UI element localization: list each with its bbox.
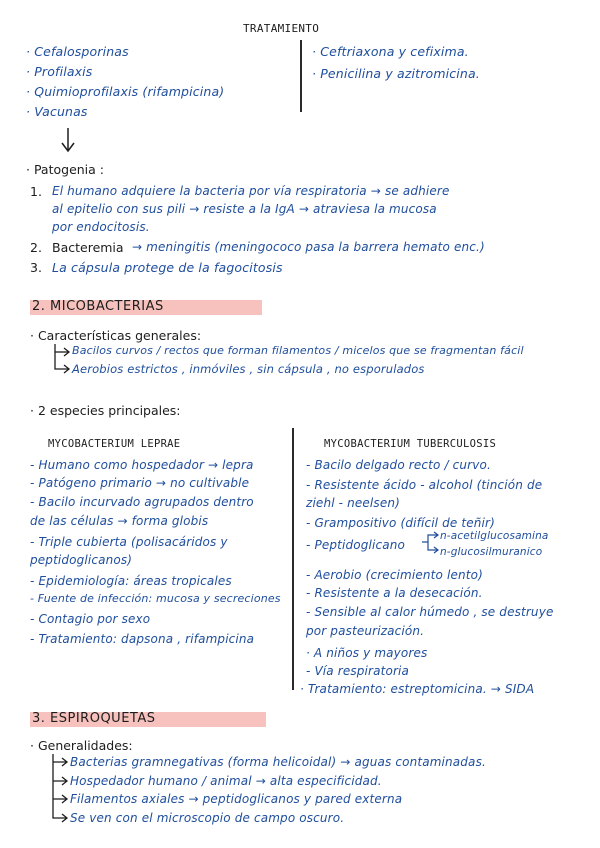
leprae-item: - Patógeno primario → no cultivable bbox=[30, 476, 250, 490]
tuberculosis-title: MYCOBACTERIUM TUBERCULOSIS bbox=[324, 438, 497, 450]
espiroquetas-item: Filamentos axiales → peptidoglicanos y pared externa bbox=[70, 792, 403, 806]
patogenia-text: al epitelio con sus pili → resiste a la IgA → atraviesa la mucosa bbox=[52, 202, 437, 216]
tuberculosis-item: - Sensible al calor húmedo , se destruye bbox=[306, 605, 554, 619]
espiroquetas-heading: · Generalidades: bbox=[30, 738, 133, 753]
tuberculosis-item: - Peptidoglicano bbox=[306, 538, 405, 552]
general-heading: · Características generales: bbox=[30, 328, 202, 343]
peptidoglycan-branch: n-acetilglucosamina bbox=[440, 530, 549, 542]
tuberculosis-item: · A niños y mayores bbox=[306, 646, 428, 660]
leprae-title: MYCOBACTERIUM LEPRAE bbox=[48, 438, 181, 450]
tuberculosis-item: - Aerobio (crecimiento lento) bbox=[306, 568, 483, 582]
patogenia-number: 3. bbox=[30, 260, 42, 275]
section-title-espiroquetas: 3. ESPIROQUETAS bbox=[32, 711, 156, 726]
leprae-item: - Fuente de infección: mucosa y secreciones bbox=[30, 592, 281, 605]
treatment-left-item: · Profilaxis bbox=[26, 64, 93, 79]
bacteremia-term: Bacteremia bbox=[52, 240, 124, 255]
general-item: Bacilos curvos / rectos que forman filamentos / micelos que se fragmentan fácil bbox=[72, 344, 524, 357]
tuberculosis-item: - Grampositivo (difícil de teñir) bbox=[306, 516, 495, 530]
species-divider bbox=[292, 428, 294, 690]
treatment-title: TRATAMIENTO bbox=[243, 22, 320, 35]
leprae-item: de las células → forma globis bbox=[30, 514, 209, 528]
leprae-item: peptidoglicanos) bbox=[30, 553, 133, 567]
patogenia-number: 1. bbox=[30, 184, 42, 199]
patogenia-text: La cápsula protege de la fagocitosis bbox=[52, 260, 283, 275]
peptidoglycan-branch: n-glucosilmuranico bbox=[440, 546, 543, 558]
general-item: Aerobios estrictos , inmóviles , sin cápsula , no esporulados bbox=[72, 362, 425, 376]
treatment-left-item: · Vacunas bbox=[26, 104, 88, 119]
branch-arrow-icon bbox=[422, 532, 442, 554]
leprae-item: - Bacilo incurvado agrupados dentro bbox=[30, 495, 254, 509]
leprae-item: - Triple cubierta (polisacáridos y bbox=[30, 535, 228, 549]
down-arrow-icon bbox=[60, 128, 76, 154]
tuberculosis-item: - Resistente ácido - alcohol (tinción de bbox=[306, 478, 543, 492]
leprae-item: - Contagio por sexo bbox=[30, 612, 151, 626]
leprae-item: - Humano como hospedador → lepra bbox=[30, 458, 254, 472]
treatment-left-item: · Quimioprofilaxis (rifampicina) bbox=[26, 84, 225, 99]
treatment-left-item: · Cefalosporinas bbox=[26, 44, 129, 59]
treatment-divider bbox=[300, 40, 302, 112]
espiroquetas-item: Bacterias gramnegativas (forma helicoidal) → aguas contaminadas. bbox=[70, 755, 486, 769]
espiroquetas-item: Hospedador humano / animal → alta especificidad. bbox=[70, 774, 382, 788]
patogenia-text: → meningitis (meningococo pasa la barrera hemato enc.) bbox=[132, 240, 485, 254]
branch-arrow-icon bbox=[52, 344, 72, 374]
tuberculosis-item: - Vía respiratoria bbox=[306, 664, 410, 678]
leprae-item: - Epidemiología: áreas tropicales bbox=[30, 574, 232, 588]
tuberculosis-item: - Bacilo delgado recto / curvo. bbox=[306, 458, 491, 472]
espiroquetas-item: Se ven con el microscopio de campo oscuro. bbox=[70, 811, 345, 825]
patogenia-text: El humano adquiere la bacteria por vía respiratoria → se adhiere bbox=[52, 184, 450, 198]
section-title-micobacterias: 2. MICOBACTERIAS bbox=[32, 299, 164, 314]
tuberculosis-item: - Resistente a la desecación. bbox=[306, 586, 483, 600]
tuberculosis-item: ziehl - neelsen) bbox=[306, 496, 400, 510]
treatment-right-item: · Ceftriaxona y cefixima. bbox=[312, 44, 469, 59]
branch-arrow-icon bbox=[50, 754, 72, 826]
treatment-right-item: · Penicilina y azitromicina. bbox=[312, 66, 480, 81]
tuberculosis-item: por pasteurización. bbox=[306, 624, 425, 638]
patogenia-number: 2. bbox=[30, 240, 42, 255]
tuberculosis-item: · Tratamiento: estreptomicina. → SIDA bbox=[300, 682, 535, 696]
species-heading: · 2 especies principales: bbox=[30, 403, 181, 418]
leprae-item: - Tratamiento: dapsona , rifampicina bbox=[30, 632, 255, 646]
patogenia-heading: · Patogenia : bbox=[26, 162, 104, 177]
patogenia-text: por endocitosis. bbox=[52, 220, 150, 234]
